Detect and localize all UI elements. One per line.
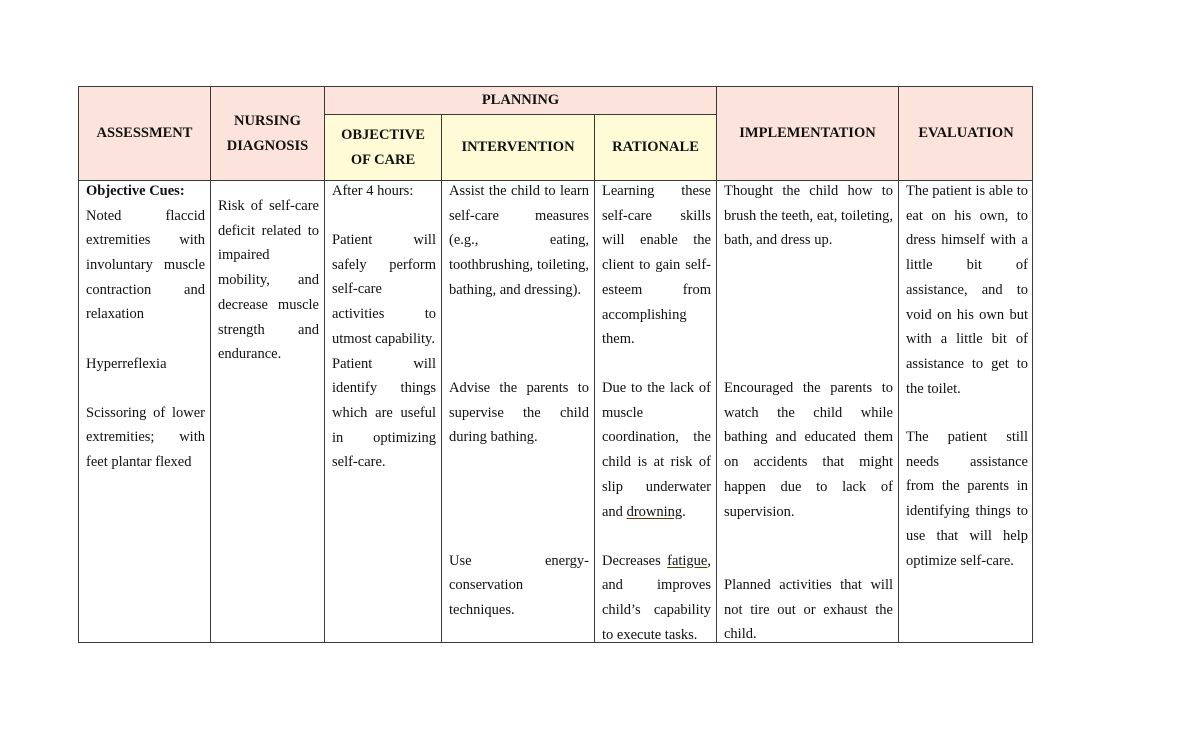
evaluation-cell [898, 180, 1033, 643]
header-intervention-label: INTERVENTION [461, 139, 575, 155]
assessment-label-block [86, 180, 205, 204]
intervention-cell [441, 180, 594, 643]
rationale-3-text: Decreases [602, 552, 668, 569]
diagnosis-text: Risk of self-care deficit related to impaired mobility, and decrease muscle strength and endurance. [218, 198, 319, 363]
rationale-cell [594, 180, 716, 643]
header-evaluation [898, 86, 1033, 180]
evaluation-1: The patient is able to eat on his own, to dress himself with a little bit of assistance, and to void on his own but with a little bit of assistance to get to the toilet. [906, 183, 1028, 397]
header-nursing-line2: DIAGNOSIS [226, 137, 309, 154]
rationale-1: Learning these self-care skills will enable the client to gain self-esteem from accomplishing them. [602, 183, 711, 348]
header-nursing-diagnosis-label [227, 109, 308, 159]
assessment-cue-3: Scissoring of lower extremities; with feet plantar flexed [86, 404, 205, 470]
header-objective-line2: OF CARE [350, 151, 416, 168]
header-intervention [441, 114, 594, 180]
implementation-2: Encouraged the parents to watch the child while bathing and educated them on accidents that might happen due to lack of supervision. [724, 380, 893, 520]
header-implementation [716, 86, 898, 180]
evaluation-2: The patient still needs assistance from the parents in identifying things to use that will help optimize self-care. [906, 429, 1028, 569]
objective-time-frame: After 4 hours: [332, 183, 414, 199]
rationale-2-end: . [682, 503, 686, 520]
header-assessment-label: ASSESSMENT [96, 125, 193, 141]
header-rationale [594, 114, 716, 180]
header-rationale-label: RATIONALE [612, 139, 699, 155]
header-assessment [78, 86, 210, 180]
objective-cell [324, 180, 441, 643]
assessment-cell [78, 180, 210, 643]
assessment-cue-1: Noted flaccid extremities with involuntary muscle contraction and relaxation [86, 207, 205, 323]
diagnosis-cell [210, 180, 324, 643]
rationale-2 [602, 376, 711, 524]
header-nursing-diagnosis [210, 86, 324, 180]
header-planning [324, 86, 716, 114]
rationale-3 [602, 549, 711, 644]
header-nursing-line1: NURSING [234, 112, 301, 129]
implementation-cell [716, 180, 898, 643]
intervention-3: Use energy-conservation techniques. [449, 552, 589, 618]
header-objective-of-care [324, 114, 441, 180]
implementation-3: Planned activities that will not tire out or exhaust the child. [724, 577, 893, 643]
header-implementation-label: IMPLEMENTATION [739, 125, 876, 141]
rationale-3-underlined-word: fatigue [667, 552, 708, 569]
rationale-2-underlined-word: drowning [626, 503, 683, 520]
nursing-care-plan-table [78, 86, 1033, 643]
header-objective-label [341, 123, 425, 173]
header-objective-line1: OBJECTIVE [341, 126, 425, 143]
rationale-2-text: Due to the lack of muscle coordination, the child is at risk of slip underwater and [602, 380, 711, 520]
objective-goal-2: Patient will identify things which are useful in optimizing self-care. [332, 355, 436, 471]
intervention-1: Assist the child to learn self-care measures (e.g., eating, toothbrushing, toileting, bathing, and dressing). [449, 183, 589, 298]
implementation-1: Thought the child how to brush the teeth, eat, toileting, bath, and dress up. [724, 183, 893, 249]
objective-goal-1: Patient will safely perform self-care activities to utmost capability. [332, 232, 436, 347]
objective-cues-label: Objective Cues: [86, 183, 185, 199]
header-evaluation-label: EVALUATION [918, 125, 1014, 141]
header-planning-label: PLANNING [481, 92, 560, 108]
assessment-cue-2: Hyperreflexia [86, 355, 167, 372]
intervention-2: Advise the parents to supervise the child during bathing. [449, 380, 589, 446]
rationale-3-end: , and improves child’s capability to execute tasks. [602, 552, 711, 643]
